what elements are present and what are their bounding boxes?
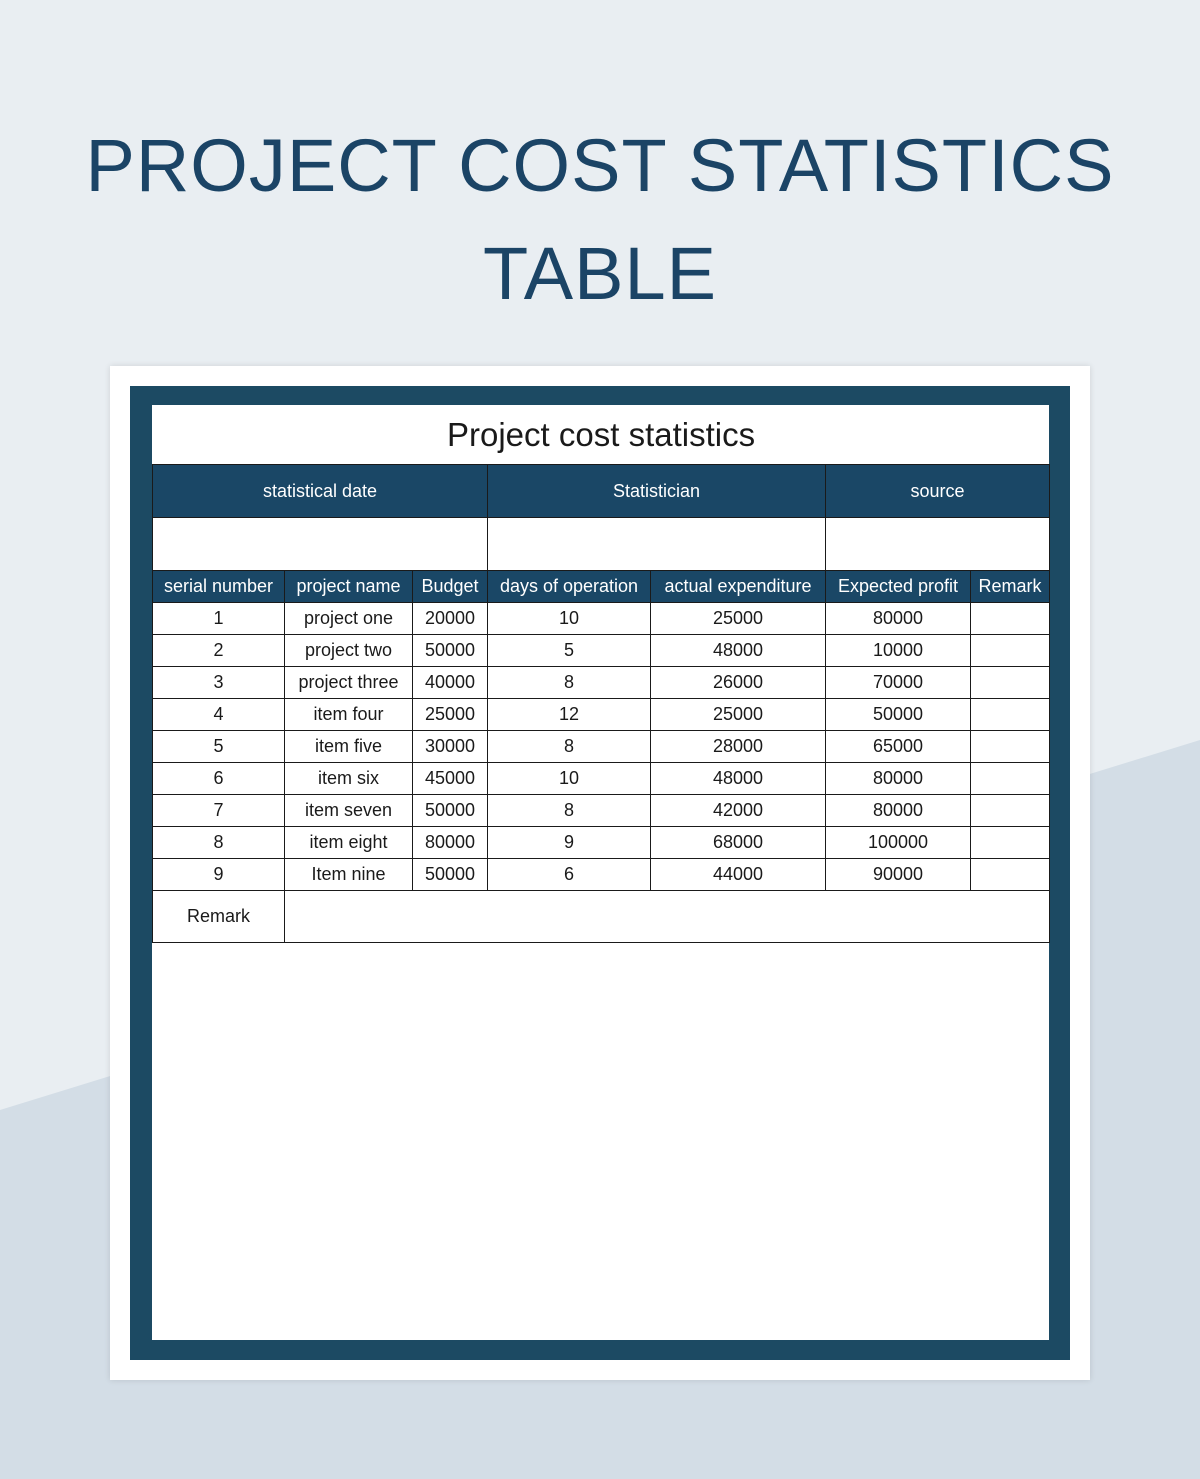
table-row (153, 731, 1050, 763)
page-title-line-2: TABLE (483, 232, 717, 315)
table-row (153, 603, 1050, 635)
statistical-date-cell[interactable] (153, 518, 488, 571)
table-cell[interactable]: 8 (153, 827, 285, 859)
sheet-content (152, 405, 1049, 1340)
table-cell[interactable]: 100000 (826, 827, 971, 859)
table-cell[interactable]: 80000 (826, 795, 971, 827)
table-cell[interactable]: 10 (488, 763, 651, 795)
table-cell[interactable]: item five (285, 731, 413, 763)
remark-cell[interactable] (285, 891, 1050, 943)
table-cell[interactable]: 68000 (651, 827, 826, 859)
table-cell[interactable]: 2 (153, 635, 285, 667)
table-cell[interactable]: 1 (153, 603, 285, 635)
table-cell[interactable]: 40000 (413, 667, 488, 699)
table-cell[interactable]: 50000 (413, 635, 488, 667)
table-cell[interactable]: 80000 (826, 763, 971, 795)
table-cell[interactable]: project one (285, 603, 413, 635)
table-cell[interactable]: 25000 (651, 699, 826, 731)
header-statistical-date: statistical date (153, 465, 488, 518)
table-cell[interactable]: item four (285, 699, 413, 731)
table-row (153, 699, 1050, 731)
table-cell[interactable] (971, 699, 1050, 731)
table-cell[interactable]: 50000 (413, 859, 488, 891)
header-source: source (826, 465, 1050, 518)
column-header: days of operation (488, 571, 651, 603)
table-cell[interactable]: 9 (153, 859, 285, 891)
table-cell[interactable]: 5 (488, 635, 651, 667)
table-cell[interactable]: 12 (488, 699, 651, 731)
statistician-cell[interactable] (488, 518, 826, 571)
column-header: serial number (153, 571, 285, 603)
table-row (153, 667, 1050, 699)
table-cell[interactable]: 80000 (413, 827, 488, 859)
table-cell[interactable]: 9 (488, 827, 651, 859)
table-cell[interactable]: Item nine (285, 859, 413, 891)
header-statistician: Statistician (488, 465, 826, 518)
table-cell[interactable]: 10 (488, 603, 651, 635)
table-cell[interactable]: item seven (285, 795, 413, 827)
table-cell[interactable]: 50000 (826, 699, 971, 731)
table-cell[interactable]: 26000 (651, 667, 826, 699)
column-header: actual expenditure (651, 571, 826, 603)
table-cell[interactable]: 5 (153, 731, 285, 763)
table-cell[interactable]: 6 (153, 763, 285, 795)
table-cell[interactable]: 8 (488, 795, 651, 827)
table-row (153, 763, 1050, 795)
sheet-paper (110, 366, 1090, 1380)
table-cell[interactable]: 8 (488, 667, 651, 699)
table-cell[interactable]: 30000 (413, 731, 488, 763)
table-cell[interactable]: 28000 (651, 731, 826, 763)
table-cell[interactable] (971, 827, 1050, 859)
table-cell[interactable]: 50000 (413, 795, 488, 827)
table-cell[interactable]: 48000 (651, 763, 826, 795)
table-row (153, 827, 1050, 859)
table-cell[interactable]: project three (285, 667, 413, 699)
table-cell[interactable]: 8 (488, 731, 651, 763)
table-cell[interactable]: 45000 (413, 763, 488, 795)
table-cell[interactable] (971, 731, 1050, 763)
column-header-row (153, 571, 1050, 603)
column-header: Budget (413, 571, 488, 603)
remark-row (153, 891, 1050, 943)
table-cell[interactable]: project two (285, 635, 413, 667)
table-cell[interactable]: 48000 (651, 635, 826, 667)
table-cell[interactable]: 7 (153, 795, 285, 827)
cost-table (152, 405, 1050, 943)
column-header: Remark (971, 571, 1050, 603)
page-title-line-1: PROJECT COST STATISTICS (85, 124, 1115, 207)
table-cell[interactable] (971, 635, 1050, 667)
table-cell[interactable]: 80000 (826, 603, 971, 635)
table-cell[interactable]: 25000 (651, 603, 826, 635)
table-row (153, 795, 1050, 827)
table-cell[interactable] (971, 603, 1050, 635)
table-cell[interactable]: 90000 (826, 859, 971, 891)
sheet-title: Project cost statistics (153, 405, 1050, 465)
sheet-frame (130, 386, 1070, 1360)
column-header: Expected profit (826, 571, 971, 603)
table-row (153, 635, 1050, 667)
table-cell[interactable] (971, 763, 1050, 795)
table-cell[interactable] (971, 795, 1050, 827)
table-cell[interactable] (971, 667, 1050, 699)
table-cell[interactable]: 44000 (651, 859, 826, 891)
table-cell[interactable]: 10000 (826, 635, 971, 667)
remark-label: Remark (153, 891, 285, 943)
table-cell[interactable]: 3 (153, 667, 285, 699)
table-row (153, 859, 1050, 891)
table-cell[interactable]: 25000 (413, 699, 488, 731)
table-cell[interactable] (971, 859, 1050, 891)
table-cell[interactable]: item eight (285, 827, 413, 859)
table-cell[interactable]: 70000 (826, 667, 971, 699)
table-cell[interactable]: 4 (153, 699, 285, 731)
table-cell[interactable]: 65000 (826, 731, 971, 763)
column-header: project name (285, 571, 413, 603)
source-cell[interactable] (826, 518, 1050, 571)
table-cell[interactable]: 42000 (651, 795, 826, 827)
table-cell[interactable]: item six (285, 763, 413, 795)
table-cell[interactable]: 6 (488, 859, 651, 891)
page-title (0, 112, 1200, 328)
table-cell[interactable]: 20000 (413, 603, 488, 635)
